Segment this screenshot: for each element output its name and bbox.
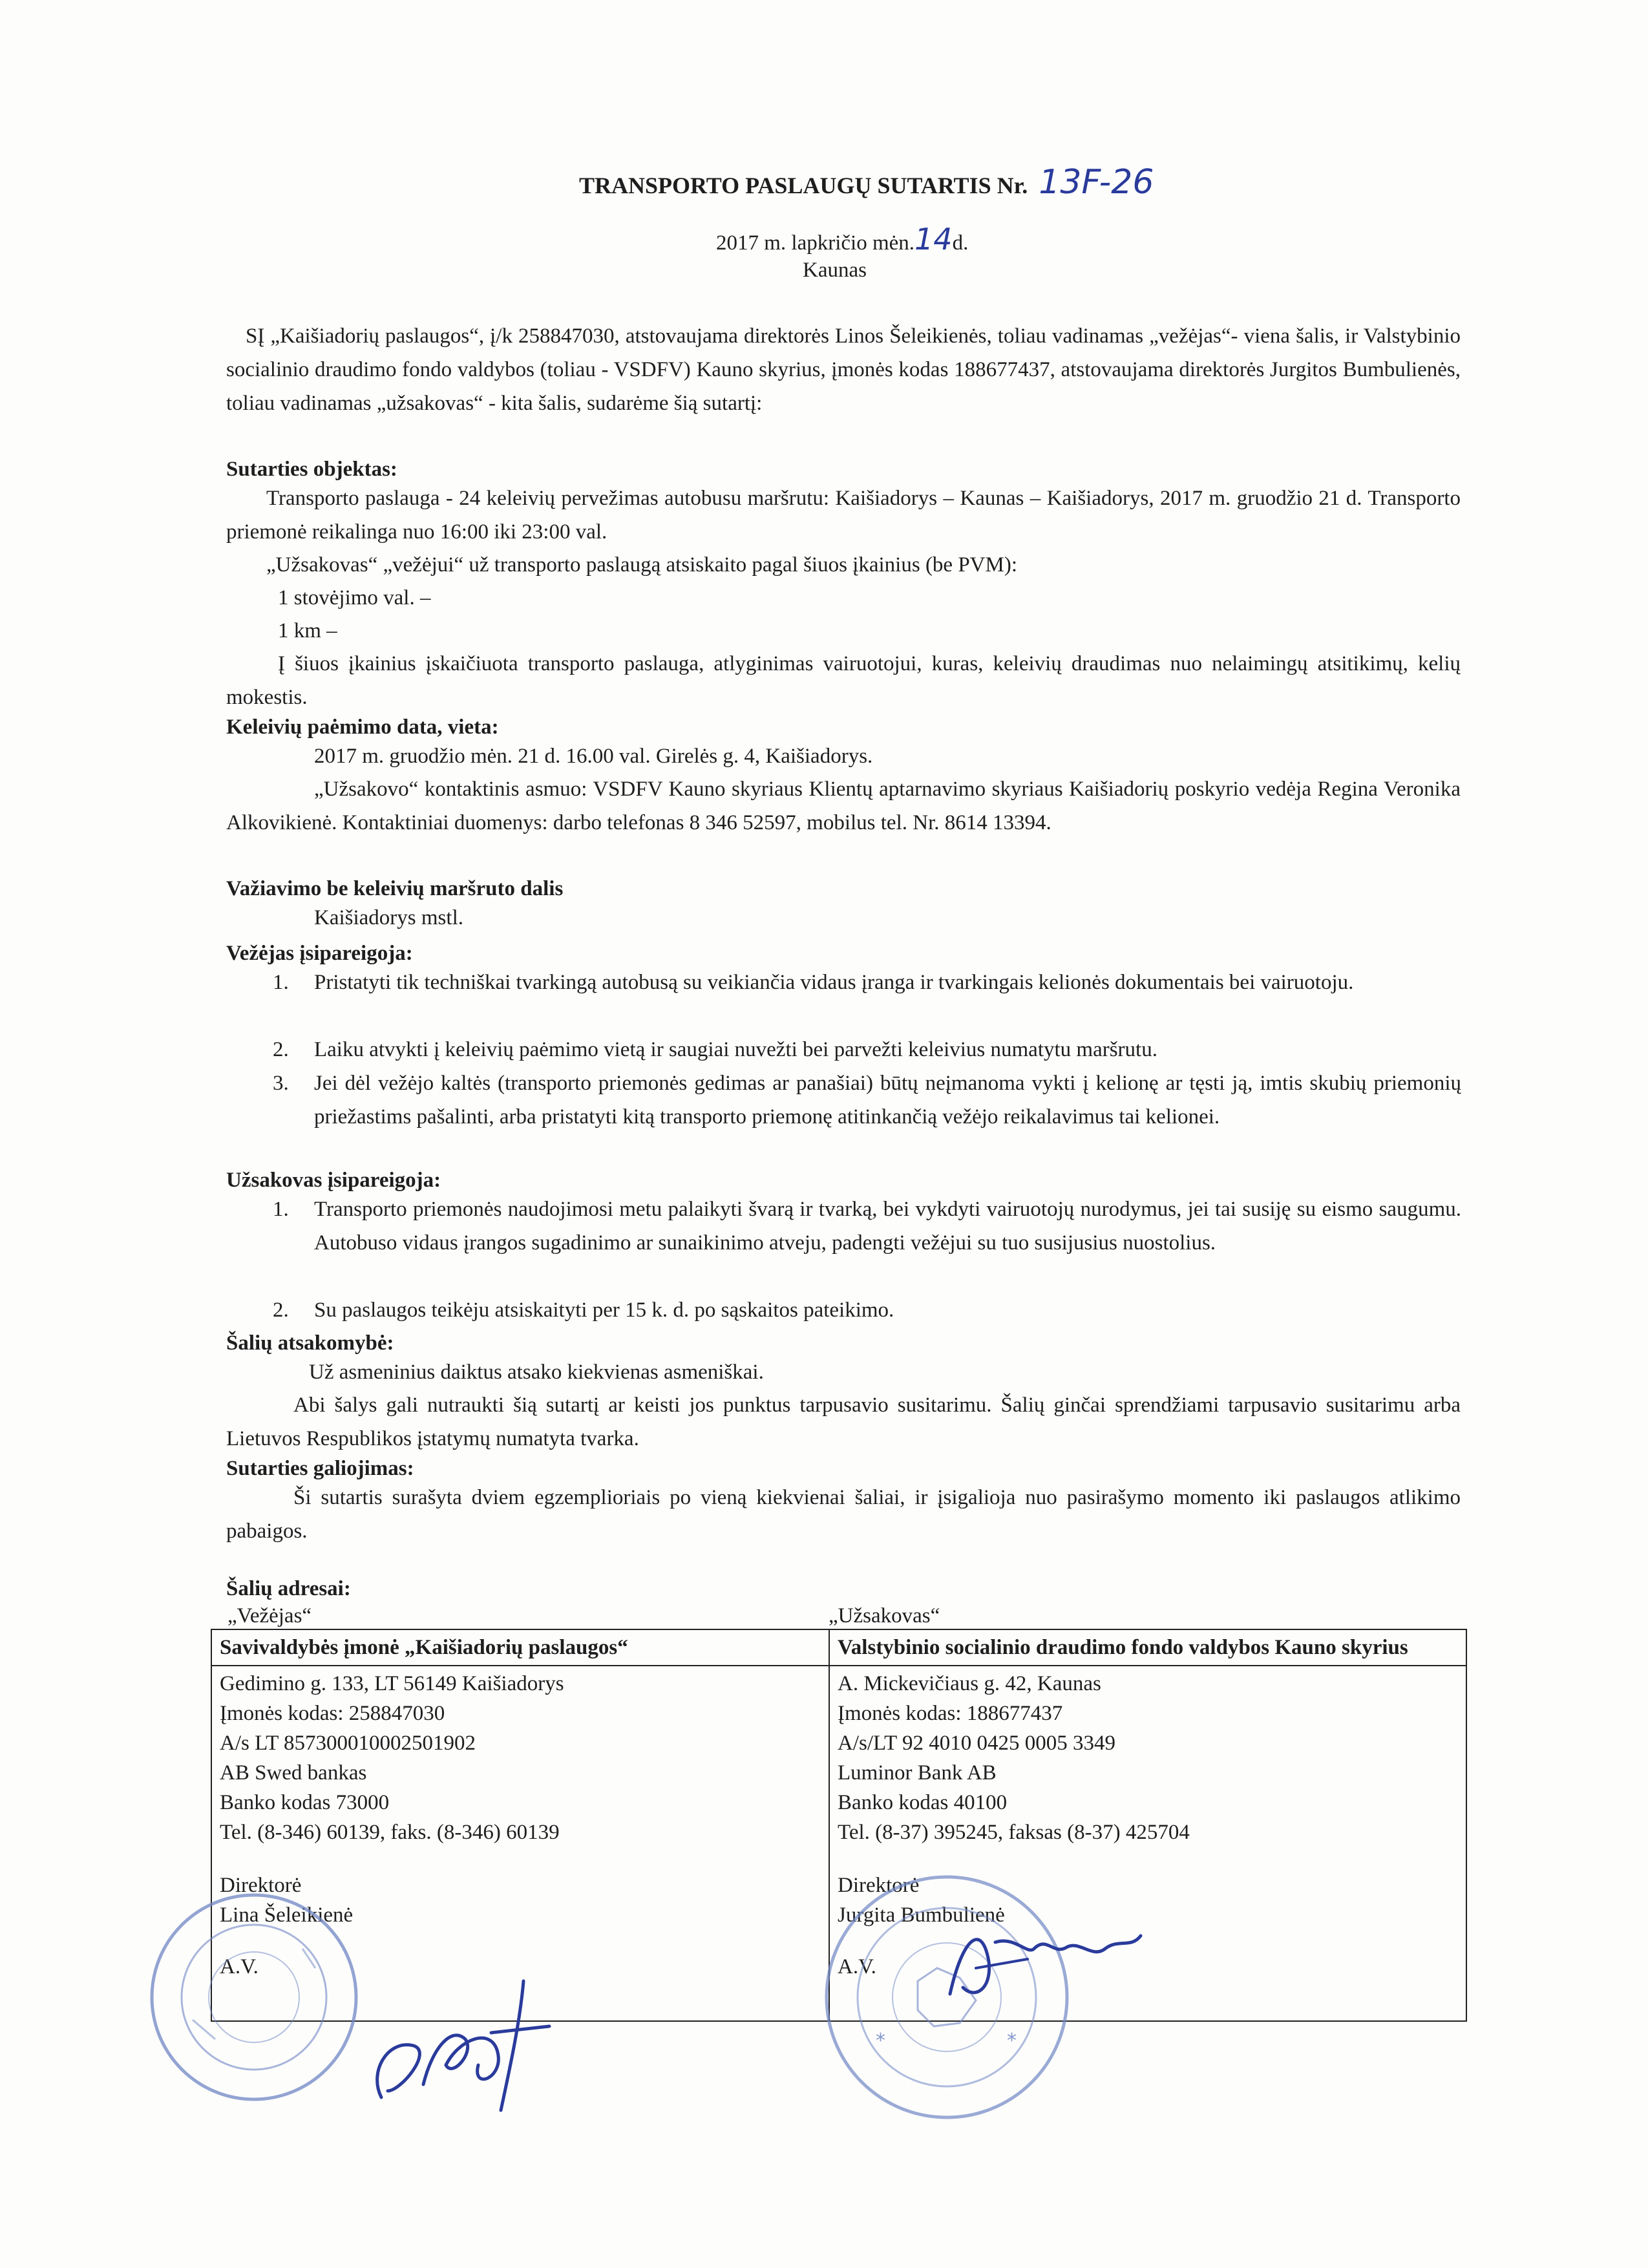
carrier-duty-number: 3. [273,1072,289,1095]
client-bank-code: Banko kodas 40100 [838,1791,1008,1814]
carrier-label: „Vežėjas“ [227,1604,312,1627]
carrier-phone-fax: Tel. (8-346) 60139, faks. (8-346) 60139 [220,1821,560,1844]
section-heading-empty-route: Važiavimo be keleivių maršruto dalis [226,877,564,900]
client-signatory-title: Direktorė [838,1874,920,1897]
contract-date: 2017 m. lapkričio mėn.14d. [716,222,969,257]
object-paragraph-1: Transporto paslauga - 24 keleivių pervežimas autobusu maršrutu: Kaišiadorys – Kaunas – Kaišiadorys, 2017 m. gruodžio 21 d. Transporto priemonė reikalinga nuo 16:00 iki 23:00 val. [226,487,1461,544]
carrier-seal-stamp [147,1891,361,2104]
empty-route-paragraph: Kaišiadorys mstl. [314,906,463,929]
client-signature [937,1897,1150,2026]
client-address: A. Mickevičiaus g. 42, Kaunas [838,1672,1101,1695]
client-duty-text: Transporto priemonės naudojimosi metu palaikyti švarą ir tvarką, bei vykdyti vairuotojų nurodymus, jei tai susiję su eismo saugumu. Autobuso vidaus įrangos sugadinimo ar sunaikinimo atveju, padengti vežėjui su tuo susijusius nuostolius. [314,1198,1461,1255]
section-heading-liability: Šalių atsakomybė: [226,1331,394,1355]
section-heading-carrier-duties: Vežėjas įsipareigoja: [226,942,413,965]
section-heading-object: Sutarties objektas: [226,458,397,481]
carrier-seal-label: A.V. [220,1955,259,1978]
carrier-duty-text: Laiku atvykti į keleivių paėmimo vietą ir saugiai nuvežti bei parvežti keleivius numatytu maršrutu. [314,1038,1157,1061]
pickup-paragraph-1: 2017 m. gruodžio mėn. 21 d. 16.00 val. Girelės g. 4, Kaišiadorys. [314,745,873,768]
rate-per-km: 1 km – [278,619,337,642]
carrier-signature [362,1968,575,2117]
client-duty-number: 1. [273,1198,289,1221]
svg-text:*: * [1007,2030,1017,2052]
client-phone-fax: Tel. (8-37) 395245, faksas (8-37) 425704 [838,1821,1190,1844]
client-seal-label: A.V. [838,1955,876,1978]
intro-paragraph: SĮ „Kaišiadorių paslaugos“, į/k 258847030, atstovaujama direktorės Linos Šeleikienės, toliau vadinamas „vežėjas“- viena šalis, ir Valstybinio socialinio draudimo fondo valdybos (toliau - VSDFV) Kauno skyrius, įmonės kodas 188677437, atstovaujama direktorės Jurgitos Bumbulienės, toliau vadinamas „užsakovas“ - kita šalis, sudarėme šią sutartį: [226,324,1461,415]
liability-paragraph-1: Už asmeninius daiktus atsako kiekvienas asmeniškai. [309,1361,764,1384]
client-name-cell: Valstybinio socialinio draudimo fondo valdybos Kauno skyrius [829,1629,1466,1666]
carrier-company-code: Įmonės kodas: 258847030 [220,1702,445,1725]
client-duty-text: Su paslaugos teikėju atsiskaityti per 15 k. d. po sąskaitos pateikimo. [314,1298,894,1322]
carrier-address: Gedimino g. 133, LT 56149 Kaišiadorys [220,1672,564,1695]
section-heading-client-duties: Užsakovas įsipareigoja: [226,1169,441,1192]
contract-title: TRANSPORTO PASLAUGŲ SUTARTIS Nr. 13F-26 [579,163,1154,202]
carrier-duty-number: 1. [273,971,289,994]
section-heading-validity: Sutarties galiojimas: [226,1457,414,1480]
client-duty-number: 2. [273,1298,289,1322]
carrier-duty-text: Pristatyti tik techniškai tvarkingą autobusą su veikiančia vidaus įranga ir tvarkingais kelionės dokumentais bei vairuotoju. [314,971,1354,994]
validity-paragraph: Ši sutartis surašyta dviem egzemplioriais po vieną kiekvienai šaliai, ir įsigalioja nuo pasirašymo momento iki paslaugos atlikimo pabaigos. [226,1486,1461,1543]
carrier-name-cell: Savivaldybės įmonė „Kaišiadorių paslaugos“ [211,1629,829,1666]
handwritten-day: 14 [914,222,953,257]
client-account: A/s/LT 92 4010 0425 0005 3349 [838,1732,1115,1755]
object-paragraph-2: „Užsakovas“ „vežėjui“ už transporto paslaugą atsiskaito pagal šiuos įkainius (be PVM): [266,553,1018,577]
section-heading-pickup: Keleivių paėmimo data, vieta: [226,715,499,739]
client-bank: Luminor Bank AB [838,1761,997,1785]
contract-city: Kaunas [803,259,867,282]
carrier-duty-number: 2. [273,1038,289,1061]
handwritten-contract-number: 13F-26 [1039,163,1154,202]
carrier-duty-text: Jei dėl vežėjo kaltės (transporto priemonės gedimas ar panašiai) būtų neįmanoma vykti į kelionę ar tęsti ją, imtis skubių priemonių priežastims pašalinti, arba pristatyti kitą transporto priemonę atitinkančią vežėjo reikalavimus tai kelionei. [314,1072,1461,1129]
carrier-signatory-name: Lina Šeleikienė [220,1903,354,1927]
client-signatory-name: Jurgita Bumbulienė [838,1903,1005,1927]
carrier-account: A/s LT 857300010002501902 [220,1732,476,1755]
carrier-bank: AB Swed bankas [220,1761,367,1785]
client-label: „Užsakovas“ [829,1604,940,1627]
pickup-paragraph-2: „Užsakovo“ kontaktinis asmuo: VSDFV Kauno skyriaus Klientų aptarnavimo skyriaus Kaišiadorių poskyrio vedėja Regina Veronika Alkovikienė. Kontaktiniai duomenys: darbo telefonas 8 346 52597, mobilus tel. Nr. 8614 13394. [226,778,1461,834]
section-heading-addresses: Šalių adresai: [226,1577,351,1600]
carrier-bank-code: Banko kodas 73000 [220,1791,390,1814]
carrier-signatory-title: Direktorė [220,1874,302,1897]
svg-text:*: * [876,2030,885,2052]
object-paragraph-3: Į šiuos įkainius įskaičiuota transporto paslauga, atlyginimas vairuotojui, kuras, keleivių draudimas nuo nelaimingų atsitikimų, kelių mokestis. [226,652,1461,709]
client-company-code: Įmonės kodas: 188677437 [838,1702,1063,1725]
rate-parking-hour: 1 stovėjimo val. – [278,586,431,609]
liability-paragraph-2: Abi šalys gali nutraukti šią sutartį ar keisti jos punktus tarpusavio susitarimu. Šalių ginčai sprendžiami tarpusavio susitarimu arba Lietuvos Respublikos įstatymų numatyta tvarka. [226,1394,1461,1450]
